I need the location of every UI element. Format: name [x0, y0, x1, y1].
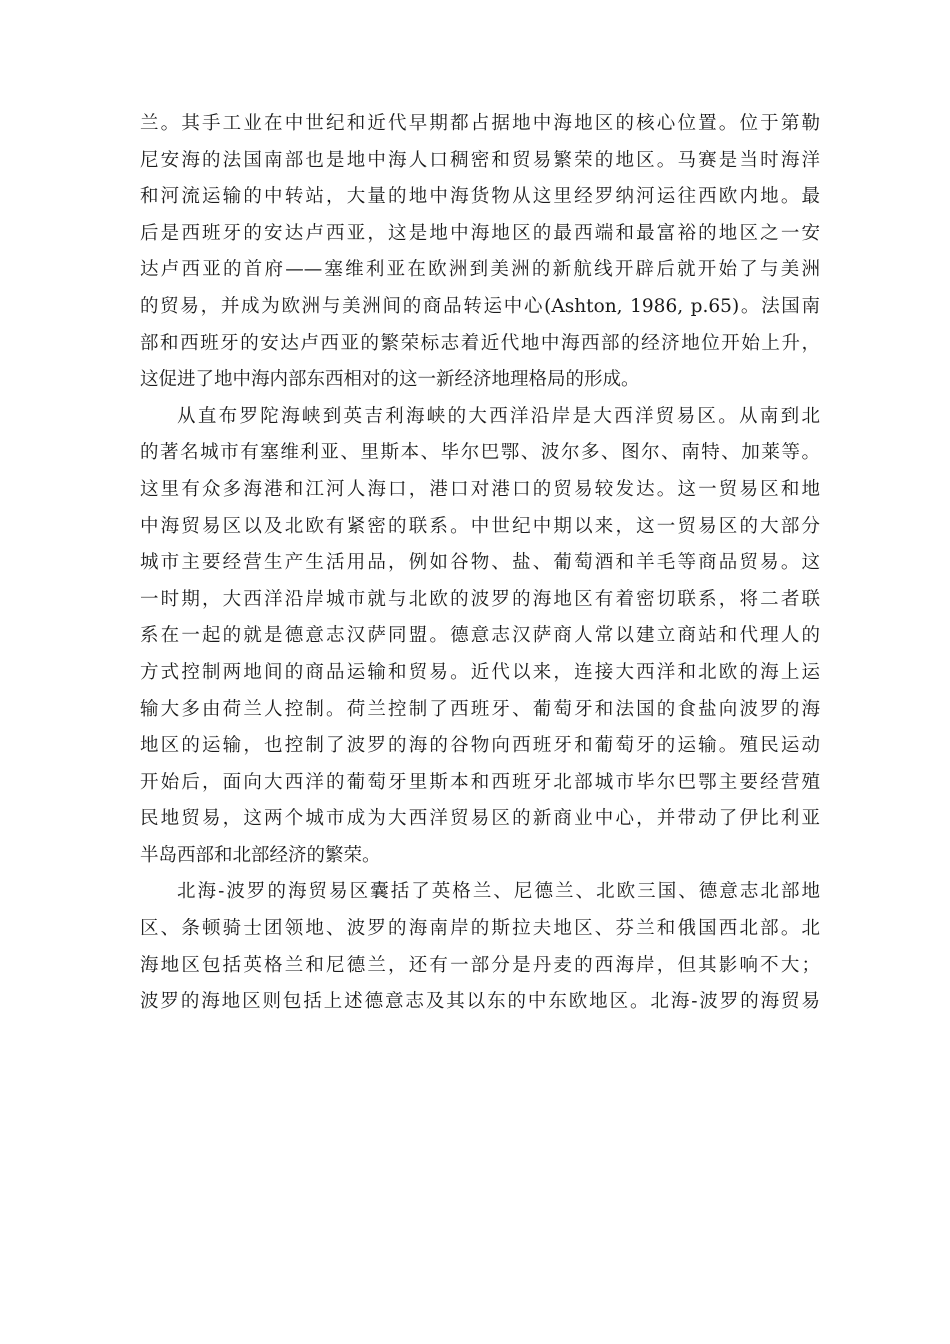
text-line: 的贸易，并成为欧洲与美洲间的商品转运中心(Ashton, 1986, p.65)。法国南	[140, 295, 820, 317]
text-line: 海地区包括英格兰和尼德兰，还有一部分是丹麦的西海岸，但其影响不大；	[140, 954, 820, 976]
text-line: 波罗的海地区则包括上述德意志及其以东的中东欧地区。北海-波罗的海贸易	[140, 991, 820, 1013]
text-line: 民地贸易，这两个城市成为大西洋贸易区的新商业中心，并带动了伊比利亚	[140, 808, 820, 830]
text-line: 部和西班牙的安达卢西亚的繁荣标志着近代地中海西部的经济地位开始上升，	[140, 332, 820, 354]
text-line: 达卢西亚的首府——塞维利亚在欧洲到美洲的新航线开辟后就开始了与美洲	[140, 259, 820, 281]
text-line: 系在一起的就是德意志汉萨同盟。德意志汉萨商人常以建立商站和代理人的	[140, 625, 820, 647]
text-line: 输大多由荷兰人控制。荷兰控制了西班牙、葡萄牙和法国的食盐向波罗的海	[140, 698, 820, 720]
paragraph-2	[140, 399, 820, 875]
text-line: 从直布罗陀海峡到英吉利海峡的大西洋沿岸是大西洋贸易区。从南到北	[177, 405, 820, 427]
text-line: 尼安海的法国南部也是地中海人口稠密和贸易繁荣的地区。马赛是当时海洋	[140, 149, 820, 171]
text-line: 兰。其手工业在中世纪和近代早期都占据地中海地区的核心位置。位于第勒	[140, 113, 820, 134]
document-body	[140, 106, 820, 1021]
text-line: 和河流运输的中转站，大量的地中海货物从这里经罗纳河运往西欧内地。最	[140, 186, 820, 208]
text-line: 中海贸易区以及北欧有紧密的联系。中世纪中期以来，这一贸易区的大部分	[140, 515, 820, 537]
paragraph-3	[140, 874, 820, 1020]
text-line: 北海-波罗的海贸易区囊括了英格兰、尼德兰、北欧三国、德意志北部地	[177, 881, 820, 903]
paragraph-1	[140, 106, 820, 399]
text-line: 这里有众多海港和江河人海口，港口对港口的贸易较发达。这一贸易区和地	[140, 478, 820, 500]
text-line: 开始后，面向大西洋的葡萄牙里斯本和西班牙北部城市毕尔巴鄂主要经营殖	[140, 771, 820, 793]
text-line: 区、条顿骑士团领地、波罗的海南岸的斯拉夫地区、芬兰和俄国西北部。北	[140, 918, 820, 940]
text-line: 后是西班牙的安达卢西亚，这是地中海地区的最西端和最富裕的地区之一安	[140, 222, 820, 244]
text-line: 方式控制两地间的商品运输和贸易。近代以来，连接大西洋和北欧的海上运	[140, 661, 820, 683]
text-line: 地区的运输，也控制了波罗的海的谷物向西班牙和葡萄牙的运输。殖民运动	[140, 735, 820, 757]
text-line: 这促进了地中海内部东西相对的这一新经济地理格局的形成。	[140, 369, 640, 391]
text-line: 的著名城市有塞维利亚、里斯本、毕尔巴鄂、波尔多、图尔、南特、加莱等。	[140, 442, 820, 464]
text-line: 城市主要经营生产生活用品，例如谷物、盐、葡萄酒和羊毛等商品贸易。这	[140, 552, 820, 574]
text-line: 一时期，大西洋沿岸城市就与北欧的波罗的海地区有着密切联系，将二者联	[140, 588, 820, 610]
text-line: 半岛西部和北部经济的繁荣。	[140, 844, 381, 866]
